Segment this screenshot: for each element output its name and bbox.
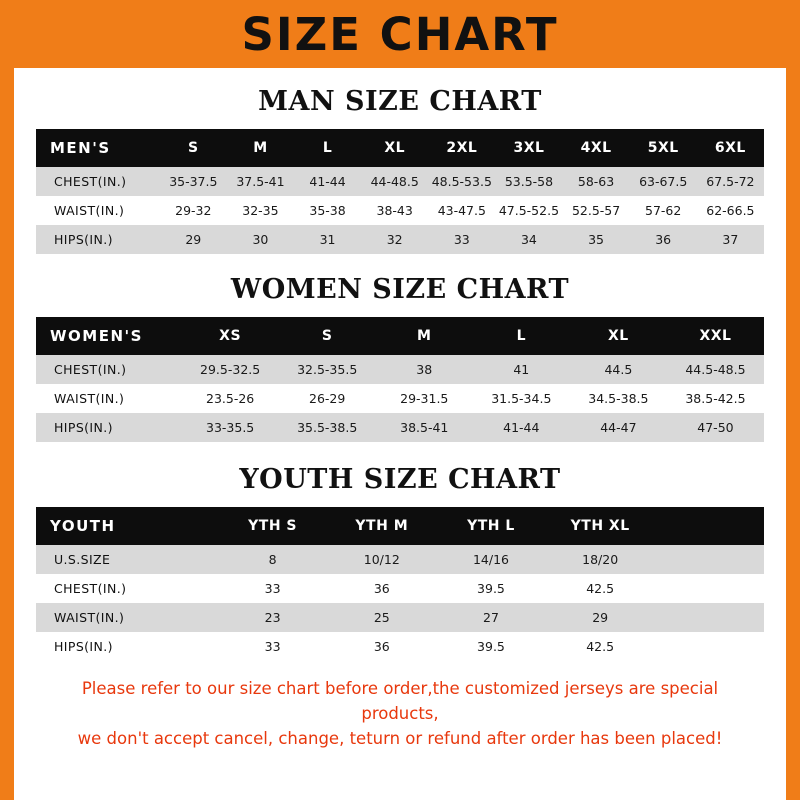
men-header-label: MEN'S bbox=[36, 129, 160, 167]
men-header-cell: XL bbox=[361, 129, 428, 167]
table-cell: 32.5-35.5 bbox=[279, 355, 376, 384]
table-cell: 41-44 bbox=[294, 167, 361, 196]
women-header-cell: XS bbox=[182, 317, 279, 355]
youth-header-label: YOUTH bbox=[36, 507, 218, 545]
table-header-row bbox=[36, 317, 764, 355]
table-cell: 34 bbox=[495, 225, 562, 254]
table-cell: 38-43 bbox=[361, 196, 428, 225]
table-cell: 44-47 bbox=[570, 413, 667, 442]
row-label: WAIST(IN.) bbox=[36, 384, 182, 413]
row-label: HIPS(IN.) bbox=[36, 632, 218, 661]
men-section-title: MAN SIZE CHART bbox=[258, 86, 542, 117]
table-row bbox=[36, 603, 764, 632]
table-cell: 36 bbox=[327, 632, 436, 661]
table-cell: 44.5 bbox=[570, 355, 667, 384]
table-cell: 47-50 bbox=[667, 413, 764, 442]
table-cell: 42.5 bbox=[546, 632, 655, 661]
table-cell: 44.5-48.5 bbox=[667, 355, 764, 384]
men-header-cell: 6XL bbox=[697, 129, 764, 167]
table-cell: 33 bbox=[218, 632, 327, 661]
row-label: WAIST(IN.) bbox=[36, 196, 160, 225]
row-label: HIPS(IN.) bbox=[36, 413, 182, 442]
table-cell: 36 bbox=[327, 574, 436, 603]
table-cell: 41 bbox=[473, 355, 570, 384]
table-cell: 57-62 bbox=[630, 196, 697, 225]
table-row bbox=[36, 384, 764, 413]
chart-content bbox=[14, 68, 786, 800]
table-cell bbox=[655, 574, 764, 603]
women-header-cell: S bbox=[279, 317, 376, 355]
table-cell: 32-35 bbox=[227, 196, 294, 225]
youth-size-table bbox=[36, 507, 764, 661]
table-cell: 38.5-41 bbox=[376, 413, 473, 442]
table-cell: 62-66.5 bbox=[697, 196, 764, 225]
table-cell: 35 bbox=[563, 225, 630, 254]
men-header-cell: S bbox=[160, 129, 227, 167]
table-cell: 43-47.5 bbox=[428, 196, 495, 225]
men-header-cell: 2XL bbox=[428, 129, 495, 167]
table-cell: 48.5-53.5 bbox=[428, 167, 495, 196]
men-header-cell: L bbox=[294, 129, 361, 167]
table-cell: 44-48.5 bbox=[361, 167, 428, 196]
table-row bbox=[36, 167, 764, 196]
youth-header-cell: YTH S bbox=[218, 507, 327, 545]
women-header-cell: L bbox=[473, 317, 570, 355]
row-label: HIPS(IN.) bbox=[36, 225, 160, 254]
table-cell bbox=[655, 632, 764, 661]
table-cell: 38 bbox=[376, 355, 473, 384]
table-cell: 52.5-57 bbox=[563, 196, 630, 225]
women-header-cell: XL bbox=[570, 317, 667, 355]
table-cell: 33 bbox=[218, 574, 327, 603]
table-cell: 31 bbox=[294, 225, 361, 254]
table-cell: 29-31.5 bbox=[376, 384, 473, 413]
table-cell: 63-67.5 bbox=[630, 167, 697, 196]
page-banner bbox=[0, 0, 800, 68]
youth-header-cell: YTH L bbox=[436, 507, 545, 545]
table-cell: 41-44 bbox=[473, 413, 570, 442]
table-cell: 32 bbox=[361, 225, 428, 254]
table-cell: 14/16 bbox=[436, 545, 545, 574]
row-label: WAIST(IN.) bbox=[36, 603, 218, 632]
table-cell: 33 bbox=[428, 225, 495, 254]
footer-note bbox=[36, 677, 764, 761]
table-cell: 34.5-38.5 bbox=[570, 384, 667, 413]
page-title: SIZE CHART bbox=[241, 7, 559, 61]
table-cell: 23.5-26 bbox=[182, 384, 279, 413]
table-cell: 35-38 bbox=[294, 196, 361, 225]
table-cell: 36 bbox=[630, 225, 697, 254]
women-section-title: WOMEN SIZE CHART bbox=[230, 274, 570, 305]
men-table-body bbox=[36, 167, 764, 254]
table-row bbox=[36, 355, 764, 384]
table-cell: 35.5-38.5 bbox=[279, 413, 376, 442]
row-label: CHEST(IN.) bbox=[36, 167, 160, 196]
table-cell: 29 bbox=[160, 225, 227, 254]
table-header-row bbox=[36, 507, 764, 545]
table-cell: 53.5-58 bbox=[495, 167, 562, 196]
table-cell: 33-35.5 bbox=[182, 413, 279, 442]
table-cell: 26-29 bbox=[279, 384, 376, 413]
table-cell: 39.5 bbox=[436, 632, 545, 661]
men-header-cell: 5XL bbox=[630, 129, 697, 167]
footer-note-line-2: we don't accept cancel, change, teturn or refund after order has been placed! bbox=[77, 728, 723, 748]
table-row bbox=[36, 413, 764, 442]
women-header-label: WOMEN'S bbox=[36, 317, 182, 355]
table-cell: 58-63 bbox=[563, 167, 630, 196]
youth-header-cell: YTH M bbox=[327, 507, 436, 545]
table-cell: 10/12 bbox=[327, 545, 436, 574]
women-table-head bbox=[36, 317, 764, 355]
women-header-cell: M bbox=[376, 317, 473, 355]
row-label: CHEST(IN.) bbox=[36, 355, 182, 384]
table-row bbox=[36, 632, 764, 661]
footer-note-line-1: Please refer to our size chart before order,the customized jerseys are special products, bbox=[81, 679, 719, 723]
table-cell: 39.5 bbox=[436, 574, 545, 603]
men-table-head bbox=[36, 129, 764, 167]
men-size-table bbox=[36, 129, 764, 254]
youth-section-title: YOUTH SIZE CHART bbox=[239, 464, 561, 495]
row-label: U.S.SIZE bbox=[36, 545, 218, 574]
table-cell: 37.5-41 bbox=[227, 167, 294, 196]
table-cell: 42.5 bbox=[546, 574, 655, 603]
table-cell: 27 bbox=[436, 603, 545, 632]
table-cell: 35-37.5 bbox=[160, 167, 227, 196]
table-cell: 31.5-34.5 bbox=[473, 384, 570, 413]
men-header-cell: 4XL bbox=[563, 129, 630, 167]
table-cell: 8 bbox=[218, 545, 327, 574]
table-cell: 23 bbox=[218, 603, 327, 632]
women-table-body bbox=[36, 355, 764, 442]
table-cell: 29 bbox=[546, 603, 655, 632]
table-row bbox=[36, 545, 764, 574]
women-header-cell: XXL bbox=[667, 317, 764, 355]
table-header-row bbox=[36, 129, 764, 167]
table-row bbox=[36, 574, 764, 603]
women-size-table bbox=[36, 317, 764, 442]
table-cell: 67.5-72 bbox=[697, 167, 764, 196]
table-cell: 37 bbox=[697, 225, 764, 254]
table-cell: 47.5-52.5 bbox=[495, 196, 562, 225]
men-header-cell: M bbox=[227, 129, 294, 167]
youth-table-body bbox=[36, 545, 764, 661]
table-cell bbox=[655, 545, 764, 574]
youth-header-cell: YTH XL bbox=[546, 507, 655, 545]
table-cell: 30 bbox=[227, 225, 294, 254]
row-label: CHEST(IN.) bbox=[36, 574, 218, 603]
table-cell bbox=[655, 603, 764, 632]
youth-header-cell bbox=[655, 507, 764, 545]
youth-table-head bbox=[36, 507, 764, 545]
table-cell: 25 bbox=[327, 603, 436, 632]
table-cell: 18/20 bbox=[546, 545, 655, 574]
table-cell: 29.5-32.5 bbox=[182, 355, 279, 384]
table-row bbox=[36, 196, 764, 225]
table-row bbox=[36, 225, 764, 254]
men-header-cell: 3XL bbox=[495, 129, 562, 167]
table-cell: 38.5-42.5 bbox=[667, 384, 764, 413]
table-cell: 29-32 bbox=[160, 196, 227, 225]
